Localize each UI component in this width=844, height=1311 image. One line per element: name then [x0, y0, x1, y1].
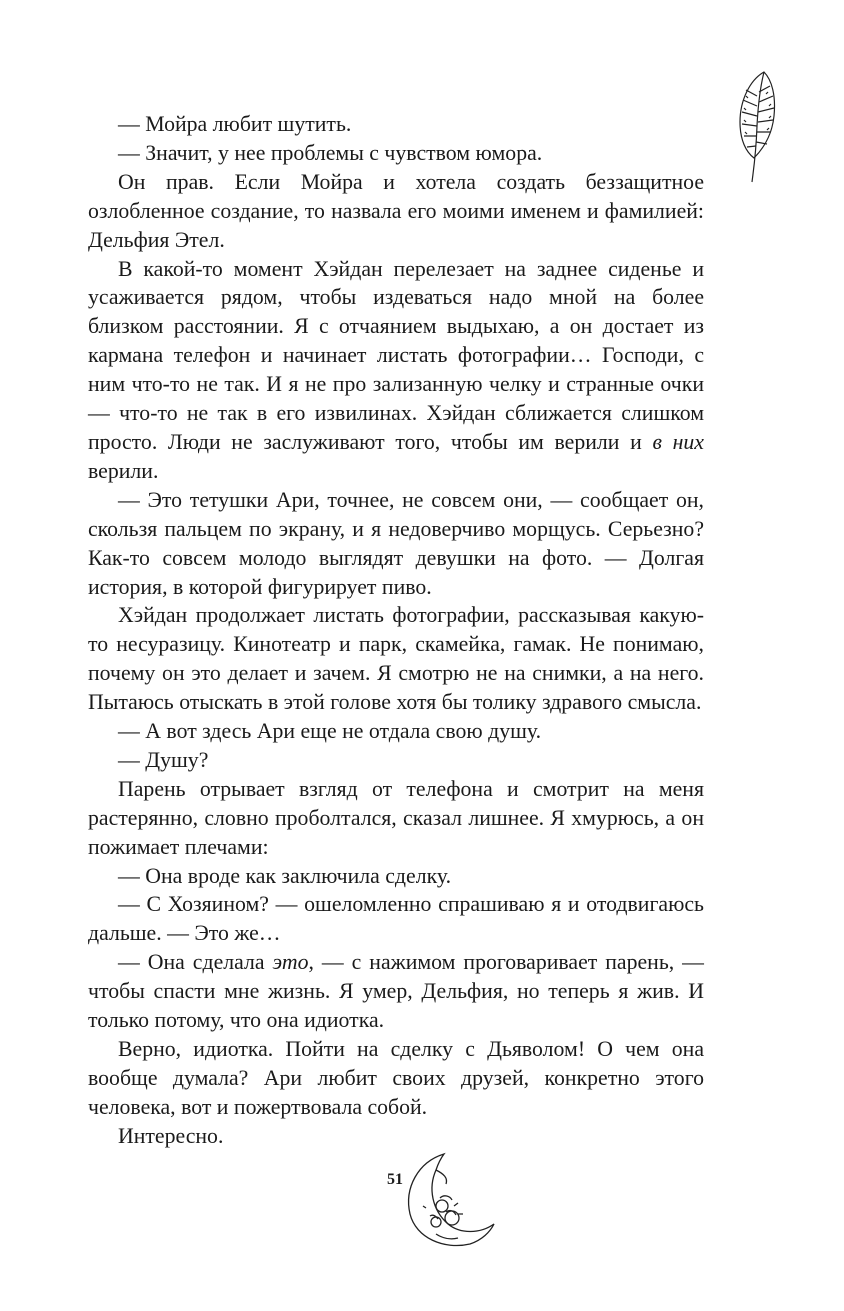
text-run: — Она сделала [118, 950, 273, 975]
text-run: — Мойра любит шутить. [118, 112, 352, 136]
text-run: — Это тетушки Ари, точнее, не совсем они, — сообщает он, скользя пальцем по экрану, и я недоверчиво морщусь. Серьезно? Как-то совсем молодо выглядят девушки на фото. — Долгая история, в которой фигурирует пиво. [88, 487, 704, 599]
paragraph [88, 168, 704, 255]
paragraph [88, 1122, 704, 1151]
text-run: Хэйдан продолжает листать фотографии, рассказывая какую-то несуразицу. Кинотеатр и парк, скамейка, гамак. Не понимаю, почему он это делает и зачем. Я смотрю не на снимки, а на него. Пытаюсь отыскать в этой голове хотя бы толику здравого смысла. [88, 603, 704, 715]
italic-text: это [272, 950, 309, 975]
text-run: Интересно. [118, 1123, 224, 1148]
body-text [88, 110, 704, 1151]
italic-text: в них [652, 429, 704, 454]
paragraph [88, 486, 704, 602]
text-run: верили. [88, 458, 159, 483]
paragraph [88, 717, 704, 746]
text-run: — С Хозяином? — ошеломленно спрашиваю я и отодвигаюсь дальше. — Это же… [88, 892, 704, 946]
text-run: — Значит, у нее проблемы с чувством юмора. [118, 140, 543, 165]
paragraph [88, 862, 704, 891]
paragraph [88, 890, 704, 948]
paragraph [88, 110, 704, 139]
paragraph [88, 746, 704, 775]
feather-icon [730, 66, 782, 184]
text-run: , — с нажимом проговаривает парень, — чтобы спасти мне жизнь. Я умер, Дельфия, но теперь я жив. И только потому, что она идиотка. [88, 950, 704, 1033]
text-run: В какой-то момент Хэйдан перелезает на заднее сиденье и усаживается рядом, чтобы издеваться надо мной на более близком расстоянии. Я с отчаянием выдыхаю, а он достает из кармана телефон и начинает листать фотографии… Господи, с ним что-то не так. И я не про зализанную челку и странные очки — что-то не так в его извилинах. Хэйдан сближается слишком просто. Люди не заслуживают того, чтобы им верили и [88, 256, 704, 454]
text-run: Парень отрывает взгляд от телефона и смотрит на меня растерянно, словно проболтался, сказал лишнее. Я хмурюсь, а он пожимает плечами: [88, 776, 704, 859]
paragraph [88, 775, 704, 862]
paragraph [88, 139, 704, 168]
paragraph [88, 601, 704, 717]
paragraph [88, 948, 704, 1035]
paragraph [88, 1035, 704, 1122]
crescent-moon-icon [396, 1148, 496, 1252]
text-run: — Душу? [118, 747, 209, 772]
text-run: — Она вроде как заключила сделку. [118, 863, 452, 888]
text-run: Верно, идиотка. Пойти на сделку с Дьяволом! О чем она вообще думала? Ари любит своих друзей, конкретно этого человека, вот и пожертвовала собой. [88, 1037, 704, 1119]
page-number: 51 [387, 1171, 403, 1188]
paragraph [88, 255, 704, 486]
text-run: Он прав. Если Мойра и хотела создать беззащитное озлобленное создание, то назвала его моими именем и фамилией: Дельфия Этел. [88, 169, 704, 252]
text-run: — А вот здесь Ари еще не отдала свою душу. [118, 719, 542, 744]
